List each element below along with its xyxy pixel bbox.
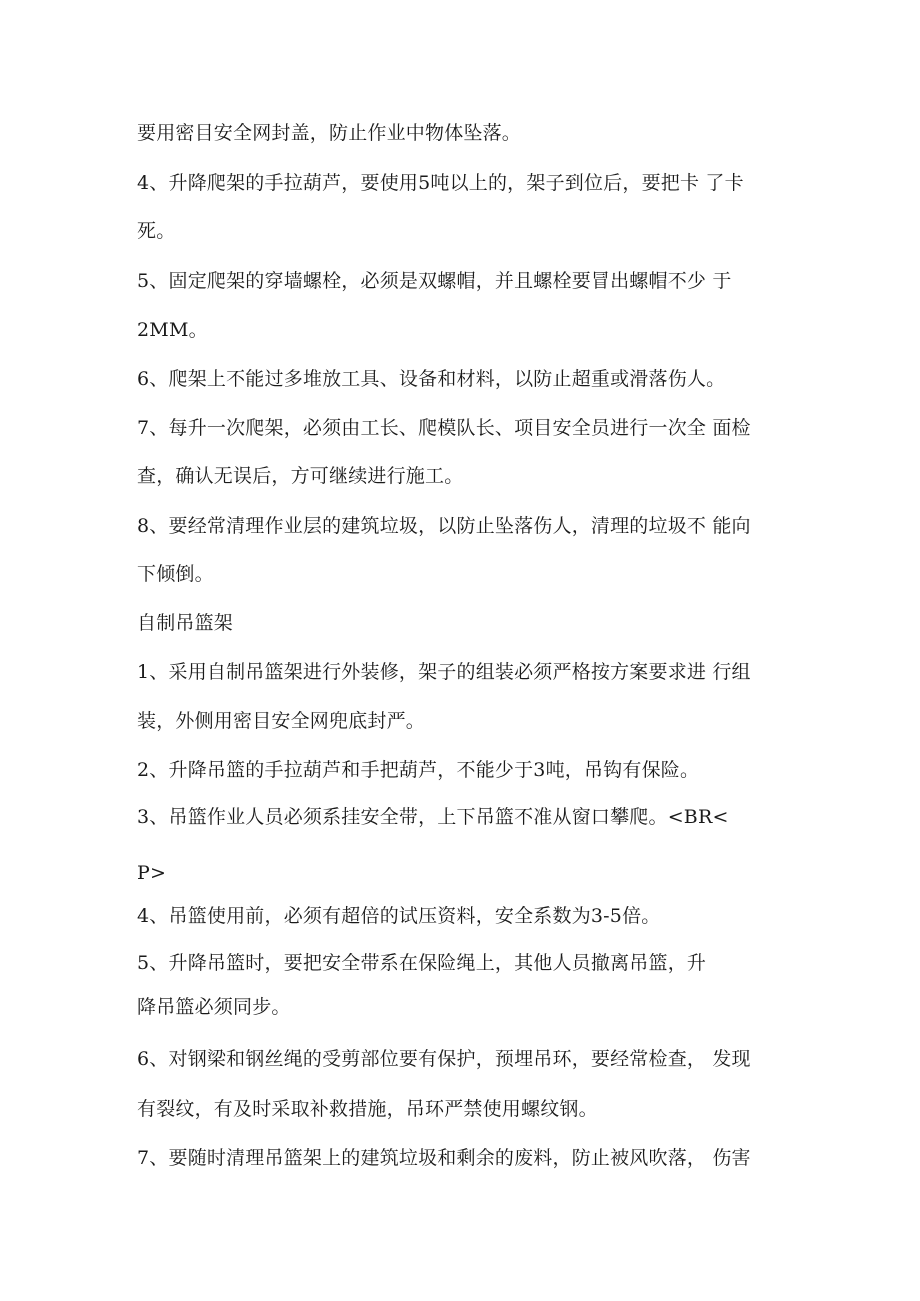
text-line: 5、固定爬架的穿墙螺栓，必须是双螺帽，并且螺栓要冒出螺帽不少 于: [137, 270, 732, 292]
text-line: 1、采用自制吊篮架进行外装修，架子的组装必须严格按方案要求进 行组: [137, 661, 751, 683]
section-heading: 自制吊篮架: [137, 612, 234, 634]
text-line: 2、升降吊篮的手拉葫芦和手把葫芦，不能少于3吨，吊钩有保险。: [137, 759, 700, 781]
text-line: 查，确认无误后，方可继续进行施工。: [137, 465, 464, 487]
text-line: 3、吊篮作业人员必须系挂安全带，上下吊篮不准从窗口攀爬。<BR<: [137, 806, 729, 828]
text-line: 有裂纹，有及时采取补救措施，吊环严禁使用螺纹钢。: [137, 1098, 598, 1120]
text-line: 下倾倒。: [137, 563, 214, 585]
text-line: 7、每升一次爬架，必须由工长、爬模队长、项目安全员进行一次全 面检: [137, 417, 751, 439]
text-line: 死。: [137, 220, 176, 242]
text-line: 2MM。: [137, 319, 208, 341]
text-line: 6、爬架上不能过多堆放工具、设备和材料，以防止超重或滑落伤人。: [137, 368, 726, 390]
text-line: 要用密目安全网封盖，防止作业中物体坠落。: [137, 122, 522, 144]
text-line: 8、要经常清理作业层的建筑垃圾，以防止坠落伤人，清理的垃圾不 能向: [137, 515, 751, 537]
text-line: 降吊篮必须同步。: [137, 996, 291, 1018]
text-line: 7、要随时清理吊篮架上的建筑垃圾和剩余的废料，防止被风吹落， 伤害: [137, 1147, 751, 1169]
text-line: 4、升降爬架的手拉葫芦，要使用5吨以上的，架子到位后，要把卡 了卡: [137, 172, 744, 194]
text-line: 5、升降吊篮时，要把安全带系在保险绳上，其他人员撤离吊篮，升: [137, 952, 707, 974]
text-line: 4、吊篮使用前，必须有超倍的试压资料，安全系数为3-5倍。: [137, 905, 661, 927]
text-line: 6、对钢梁和钢丝绳的受剪部位要有保护，预埋吊环，要经常检查， 发现: [137, 1048, 751, 1070]
text-line: 装，外侧用密目安全网兜底封严。: [137, 710, 426, 732]
text-line: P>: [137, 862, 167, 884]
